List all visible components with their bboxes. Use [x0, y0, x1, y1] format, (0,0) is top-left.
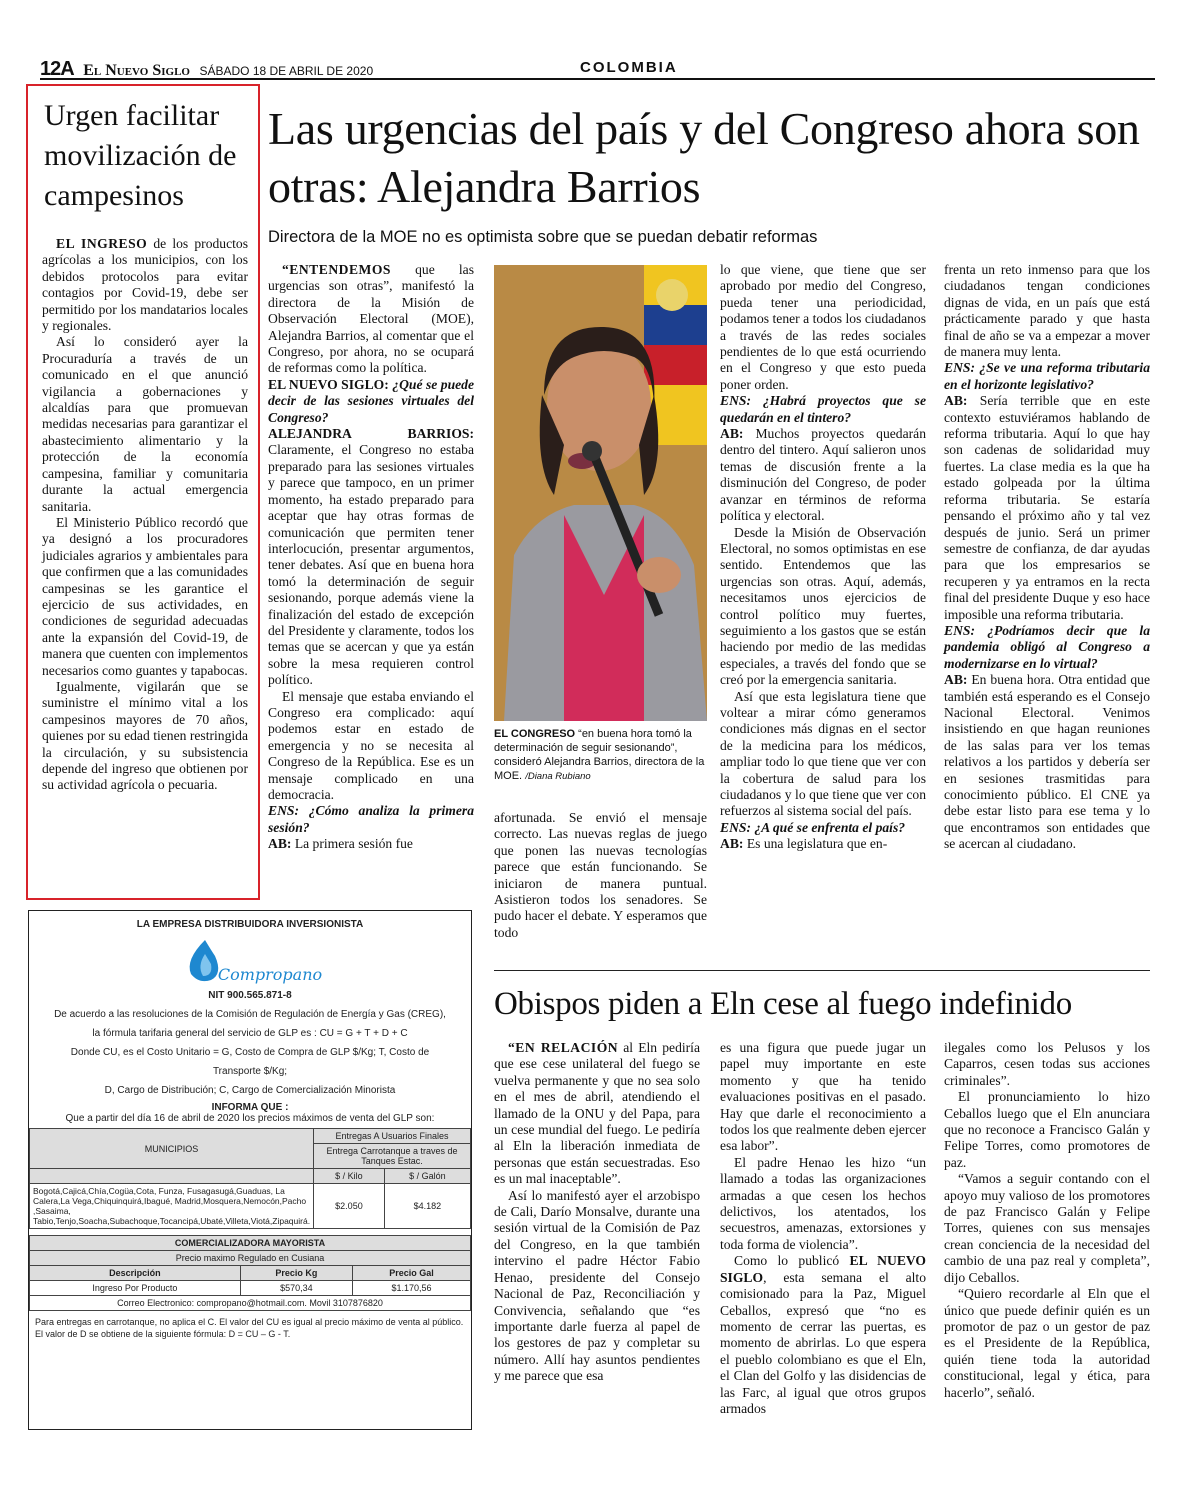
sidebar-text: de los productos agrícolas a los municipios, con los debidos protocolos para evitar contagios por Covid-19, debe ser permitido por los mandatarios locales y regionales.	[42, 236, 248, 334]
caption-lead: EL CONGRESO	[494, 728, 576, 740]
question: ENS: ¿A qué se enfrenta el país?	[720, 819, 906, 835]
a-text: Sería terrible que en este contexto estuviéramos hablando de reforma tributaria. Aquí lo que hay son cadenas de solidaridad muy fuertes. La clase media es la que ha estado golpeada por la última reforma tributaria. Se estaría pensando el próximo año y tal vez después de junio. Será un primer semestre de confianza, de dar ayudas para que los empresarios se recuperen y ya entramos en la recta final del presidente Duque y eso hace imposible una reforma tributaria.	[944, 393, 1150, 622]
main-lead: “ENTENDEMOS	[282, 262, 391, 277]
paragraph: afortunada. Se envió el mensaje correcto. Las nuevas reglas de juego que ponen las nuevas tecnologías parece que están funcionando. Se iniciaron de manera puntual. Asistieron todos los senadores. Se pudo hacer el debate. Y esperamos que todo	[494, 810, 707, 940]
cell-contact: Correo Electronico: compropano@hotmail.com. Movil 3107876820	[30, 1296, 471, 1311]
a-text: Claramente, el Congreso no estaba preparado para las sesiones virtuales y parece que tampoco, en un primer momento, ha estado preparado para aceptar que hay otras formas de comunicación que permiten tener interlocución, presentar argumentos, tener debates. Así que en buena hora tomó la determinación de seguir sesionando, porque además viene la finalización del estado de excepción del Presidente y claramente, todos los temas que se acercan y que ya están sobre la mesa requieren control político.	[268, 442, 474, 688]
q-text: ¿Qué se puede decir de las sesiones virtuales del Congreso?	[268, 376, 475, 425]
a-speaker: AB:	[944, 672, 968, 688]
text: , esta semana el alto comisionado para la Paz, Miguel Ceballos, expresó que “no es momento de cerrar las puertas, es momento de abrirlas. Lo que espera el pueblo colombiano es que el Eln, el Clan del Golfo y las disidencias de las Farc, al igual que otros grupos armados	[720, 1269, 926, 1416]
main-subtitle: Directora de la MOE no es optimista sobre que se puedan debatir reformas	[268, 228, 818, 246]
question: ENS: ¿Podríamos decir que la pandemia obligó al Congreso a modernizarse en lo virtual?	[944, 622, 1150, 671]
th-descripcion: Descripción	[30, 1266, 241, 1281]
main-headline: Las urgencias del país y del Congreso ahora son otras: Alejandra Barrios	[268, 103, 1140, 212]
question: ENS: ¿Se ve una reforma tributaria en el horizonte legislativo?	[944, 360, 1150, 392]
paragraph: frenta un reto inmenso para que los ciudadanos tengan condiciones dignas de vida, en un país que está prácticamente parado y que hasta final de año se va a empezar a mover de manera muy lenta.	[944, 262, 1150, 360]
sidebar-paragraph: Igualmente, vigilarán que se suministre el mínimo vital a los campesinos mayores de 70 años, quienes por su edad tienen restringida la circulación, y su subsistencia depende del ingreso que obtienen por su actividad agrícola o pecuaria.	[42, 678, 248, 793]
table-row	[30, 1281, 471, 1296]
ad-inform: INFORMA QUE :	[211, 1102, 289, 1113]
answer	[944, 393, 1150, 623]
th-galon: $ / Galón	[384, 1169, 470, 1184]
answer	[268, 426, 474, 689]
paragraph: El mensaje que estaba enviando el Congreso era complicado: aquí podemos estar en estado de emergencia y no se necesita al Congreso de la República. Ese es un mensaje complicado en una democracia.	[268, 688, 474, 802]
page-header	[40, 58, 1155, 80]
compropano-ad	[28, 910, 472, 1430]
paragraph	[720, 1253, 926, 1417]
question: ENS: ¿Habrá proyectos que se quedarán en el tintero?	[720, 393, 926, 425]
ad-note: El valor de D se obtiene de la siguiente fórmula: D = CU – G - T.	[35, 1329, 291, 1339]
second-column-1	[494, 1040, 700, 1385]
question	[268, 377, 474, 426]
price-table-2	[29, 1235, 471, 1311]
paragraph	[494, 1040, 700, 1188]
ad-line: D, Cargo de Distribución; C, Cargo de Comercialización Minorista	[104, 1085, 396, 1096]
ad-line: la fórmula tarifaria general del servicio de GLP es : CU = G + T + D + C	[92, 1028, 408, 1039]
ad-line: Donde CU, es el Costo Unitario = G, Costo de Compra de GLP $/Kg; T, Costo de	[70, 1047, 430, 1058]
paragraph: ilegales como los Pelusos y los Caparros, cesen todas sus acciones criminales”.	[944, 1040, 1150, 1088]
cell-price-kilo: $2.050	[314, 1184, 385, 1229]
second-lead: “EN RELACIÓN	[508, 1040, 619, 1055]
sidebar-title: Urgen facilitar movilización de campesinos	[44, 99, 237, 212]
answer	[944, 672, 1150, 852]
cell-descripcion: Ingreso Por Producto	[30, 1281, 241, 1296]
newspaper-name: El Nuevo Siglo	[83, 62, 190, 79]
cell-precio-gal: $1.170,56	[352, 1281, 470, 1296]
photo-caption	[494, 727, 707, 784]
table-row	[30, 1184, 471, 1229]
paragraph: “Quiero recordarle al Eln que el único que puede definir quién es un promotor de paz o un gestor de paz es el Presidente de la República, quién tiene toda la autoridad constitucional, legal y ética, para hacerlo”, señaló.	[944, 1286, 1150, 1400]
th-precio-gal: Precio Gal	[352, 1266, 470, 1281]
ad-note: Para entregas en carrotanque, no aplica el C. El valor del CU es igual al precio máximo de venta al público.	[35, 1317, 464, 1327]
main-column-4	[944, 262, 1150, 853]
main-column-2	[494, 810, 707, 941]
a-text: La primera sesión fue	[291, 836, 413, 852]
paragraph: es una figura que puede jugar un papel muy importante en este momento y que ha tenido evaluaciones positivas en el pasado. Hay que darle el reconocimiento a todos los que realmente deben ejercer esa labor”.	[720, 1040, 926, 1154]
a-speaker: AB:	[268, 836, 292, 852]
article-divider	[494, 970, 1150, 971]
page-number: 12A	[40, 58, 74, 80]
a-speaker: AB:	[944, 393, 968, 409]
second-column-3	[944, 1040, 1150, 1401]
photo-illustration	[494, 265, 707, 721]
th-municipios: MUNICIPIOS	[30, 1129, 314, 1169]
th-mayorista: COMERCIALIZADORA MAYORISTA	[30, 1236, 471, 1251]
sidebar-body	[42, 236, 248, 794]
a-speaker: AB:	[720, 426, 744, 442]
cell-precio-kg: $570,34	[240, 1281, 352, 1296]
main-column-1	[268, 262, 474, 853]
answer	[720, 836, 926, 852]
a-speaker: AB:	[720, 836, 744, 852]
issue-date: SÁBADO 18 DE ABRIL DE 2020	[199, 64, 374, 78]
second-column-2	[720, 1040, 926, 1417]
answer	[268, 836, 474, 852]
paragraph: Desde la Misión de Observación Electoral, no somos optimistas en ese sentido. Entendemos que las urgencias son otras. Aquí, además, necesitamos unos ejercicios de control político muy fuertes, seguimiento a los gastos que se están haciendo por medio de las medidas especiales, a través del fondo que se creó por la emergencia sanitaria.	[720, 524, 926, 688]
a-text: Es una legislatura que en-	[743, 836, 888, 852]
th-entregas: Entregas A Usuarios Finales	[314, 1129, 471, 1144]
main-column-3	[720, 262, 926, 853]
paragraph: “Vamos a seguir contando con el apoyo muy valioso de los promotores de paz Francisco Galán y Felipe Torres, quienes con sus mensajes crean conciencia de la necesidad del cambio de una paz real y completa”, dijo Ceballos.	[944, 1171, 1150, 1285]
text: al Eln pediría que ese cese unilateral del fuego se vuelva permanente y que no sea solo en el mes de abril, atendiendo el llamado de la ONU y del Papa, para un cese mundial del fuego. Le pediría al Eln la liberación inmediata de personas que están secuestradas. Eso es un mal inaceptable”.	[494, 1040, 700, 1187]
th-carrotanque: Entrega Carrotanque a traves de Tanques Estac.	[314, 1144, 471, 1169]
ad-logo-text: Compropano	[217, 965, 323, 984]
cell-price-galon: $4.182	[384, 1184, 470, 1229]
paragraph: El pronunciamiento lo hizo Ceballos luego que el Eln anunciara que no reconoce a Francisco Galán y Felipe Torres, como promotores de paz.	[944, 1089, 1150, 1170]
text: que las urgencias son otras”, manifestó la directora de la Misión de Observación Electoral (MOE), Alejandra Barrios, al comentar que el Congreso, por ahora, no se ocupará de reformas como la política.	[268, 262, 474, 376]
cell-municipios-list: Bogotá,Cajicá,Chía,Cogüa,Cota, Funza, Fusagasugá,Guaduas, La Calera,La Vega,Chiquinquirá,Ibagué, Madrid,Mosquera,Nemocón,Pacho ,Sasaima, Tabio,Tenjo,Soacha,Subachoque,Tocancipá,Ubaté,Villeta,Viotá,Zipaquirá.	[30, 1184, 314, 1229]
ad-logo	[29, 936, 471, 984]
paragraph: Así que esta legislatura tiene que voltear a mirar cómo generamos condiciones más dignas en el sector de la medicina para los médicos, ampliar todo lo que tiene que ver con la cobertura de salud para los ciudadanos y lo que tiene que ver con refuerzos al sistema social del país.	[720, 688, 926, 819]
price-table-1	[29, 1128, 471, 1229]
q-speaker: EL NUEVO SIGLO:	[268, 376, 389, 392]
a-text: Muchos proyectos quedarán dentro del tintero. Aquí salieron unos temas de discusión frente a la disminución del Congreso, de poder avanzar en términos de reforma política y electoral.	[720, 426, 926, 524]
second-headline: Obispos piden a Eln cese al fuego indefinido	[494, 986, 1072, 1022]
a-speaker: ALEJANDRA BARRIOS:	[268, 426, 474, 442]
ad-line: Transporte $/Kg;	[212, 1066, 288, 1077]
paragraph: Así lo manifestó ayer el arzobispo de Cali, Darío Monsalve, durante una sesión virtual de la Comisión de Paz del Congreso, en la que también intervino el padre Héctor Fabio Henao, presidente del Consejo Nacional de Paz, Reconciliación y Convivencia, señalando que “es importante darle fuerza al papel de los gestores de paz y completar su número. Allí hay asuntos pendientes y me parece que esa	[494, 1187, 700, 1384]
paragraph: El padre Henao les hizo “un llamado a todas las organizaciones armadas a que cesen los hechos delictivos, los atentados, los secuestros, amenazas, extorsiones y toda forma de violencia”.	[720, 1154, 926, 1252]
a-text: En buena hora. Otra entidad que también está esperando es el Consejo Nacional Electoral. Venimos insistiendo en que hagan reuniones de las salas para ver los temas relativos a los partidos y debería ser en sesiones trasmitidas para conocimiento público. El CNE ya debe estar listo para ese tema y lo que encontramos son entidades que se acercan al ciudadano.	[944, 672, 1150, 852]
text: Como lo publicó	[734, 1253, 850, 1269]
ad-company: LA EMPRESA DISTRIBUIDORA INVERSIONISTA	[136, 919, 364, 930]
paragraph: lo que viene, que tiene que ser aprobado por medio del Congreso, pueda tener una periodicidad, podamos tener a todos los ciudadanos a través de las redes sociales pendientes de lo que está ocurriendo en el Congreso y que esto pueda poner orden.	[720, 262, 926, 392]
th-empty	[30, 1169, 314, 1184]
caption-text: “en buena hora tomó la determinación de seguir sesionando”, consideró Alejandra Barrios, directora de la MOE.	[494, 728, 705, 782]
sidebar-lead: EL INGRESO	[56, 236, 148, 251]
alejandra-barrios-photo	[494, 265, 707, 721]
ad-line: Que a partir del día 16 de abril de 2020 los precios máximos de venta del GLP son:	[65, 1113, 435, 1124]
th-cusiana: Precio maximo Regulado en Cusiana	[30, 1251, 471, 1266]
photo-credit: /Diana Rubiano	[525, 771, 591, 782]
th-kilo: $ / Kilo	[314, 1169, 385, 1184]
sidebar-paragraph: Así lo consideró ayer la Procuraduría a través de un comunicado en el que anunció vigilancia a gobernaciones y alcaldías para que promuevan medidas necesarias para garantizar el abastecimiento alimentario y la protección de la economía campesina, familiar y comunitaria durante la actual emergencia sanitaria.	[42, 334, 248, 514]
paragraph	[268, 262, 474, 377]
question: ENS: ¿Cómo analiza la primera sesión?	[268, 803, 474, 835]
sidebar-paragraph	[42, 236, 248, 334]
answer	[720, 426, 926, 524]
section-name: COLOMBIA	[580, 59, 678, 76]
ad-line: De acuerdo a las resoluciones de la Comisión de Regulación de Energía y Gas (CREG),	[54, 1009, 446, 1020]
ad-nit: NIT 900.565.871-8	[208, 990, 292, 1001]
th-precio-kg: Precio Kg	[240, 1266, 352, 1281]
newspaper-ref: EL NUEVO SIGLO	[720, 1253, 927, 1285]
sidebar-paragraph: El Ministerio Público recordó que ya designó a los procuradores judiciales agrarios y ambientales para que confirmen que a las comunidades campesinas se les garantice el ejercicio de sus actividades, en condiciones de seguridad adecuadas ante la expansión del Covid-19, de manera que cuenten con implementos necesarios como guantes y tapabocas.	[42, 514, 248, 678]
